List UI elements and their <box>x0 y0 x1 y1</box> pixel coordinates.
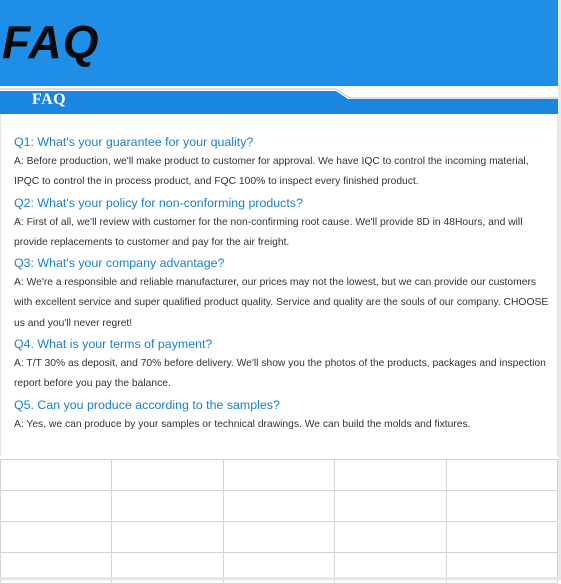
faq-question: Q4. What is your terms of payment? <box>14 337 213 352</box>
table-cell <box>223 522 334 553</box>
faq-answer: A: Yes, we can produce by your samples or technical drawings. We can build the molds and fixtures. <box>14 418 471 430</box>
table-row <box>1 460 558 491</box>
table-cell <box>446 460 557 491</box>
section-bar-shape <box>0 86 558 114</box>
table-cell <box>112 522 223 553</box>
table-row <box>1 522 558 553</box>
faq-item <box>14 132 554 193</box>
faq-content <box>0 114 558 456</box>
table-cell <box>112 460 223 491</box>
table-cell <box>335 522 446 553</box>
faq-question: Q3: What's your company advantage? <box>14 256 225 271</box>
faq-answer: A: T/T 30% as deposit, and 70% before delivery. We'll show you the photos of the products, packages and inspection report before you pay the balance. <box>14 358 546 390</box>
empty-table <box>0 459 558 584</box>
faq-answer: A: Before production, we'll make product to customer for approval. We have IQC to control the incoming material, IPQC to control the in process product, and FQC 100% to inspect every finished product. <box>14 156 529 188</box>
table-row <box>1 491 558 522</box>
section-title: FAQ <box>32 91 67 108</box>
section-header-bar <box>0 86 558 114</box>
page-title: FAQ <box>2 16 100 68</box>
faq-item <box>14 395 554 435</box>
faq-question: Q2: What's your policy for non-conforming products? <box>14 195 303 210</box>
table-cell <box>1 522 112 553</box>
table-cell <box>335 460 446 491</box>
faq-item <box>14 193 554 254</box>
faq-answer: A: We're a responsible and reliable manufacturer, our prices may not the lowest, but we can provide our customers with excellent service and super qualified product quality. Service and quality are the souls of our company. CHOOSE us and you'll never regret! <box>14 277 549 329</box>
table-cell <box>446 522 557 553</box>
faq-item <box>14 253 554 334</box>
faq-item <box>14 334 554 395</box>
header-banner <box>0 0 558 86</box>
table-cell <box>112 491 223 522</box>
faq-list <box>14 132 554 435</box>
faq-question: Q1: What's your guarantee for your quality? <box>14 135 254 149</box>
table-cell <box>446 491 557 522</box>
empty-table-grid <box>0 459 558 577</box>
table-cell <box>223 460 334 491</box>
faq-answer: A: First of all, we'll review with customer for the non-confirming root cause. We'll provide 8D in 48Hours, and will provide replacements to customer and pay for the air freight. <box>14 216 523 248</box>
table-cell <box>1 491 112 522</box>
table-cell <box>335 491 446 522</box>
table-cell <box>223 491 334 522</box>
table-cell <box>1 460 112 491</box>
faq-question: Q5. Can you produce according to the samples? <box>14 397 280 412</box>
